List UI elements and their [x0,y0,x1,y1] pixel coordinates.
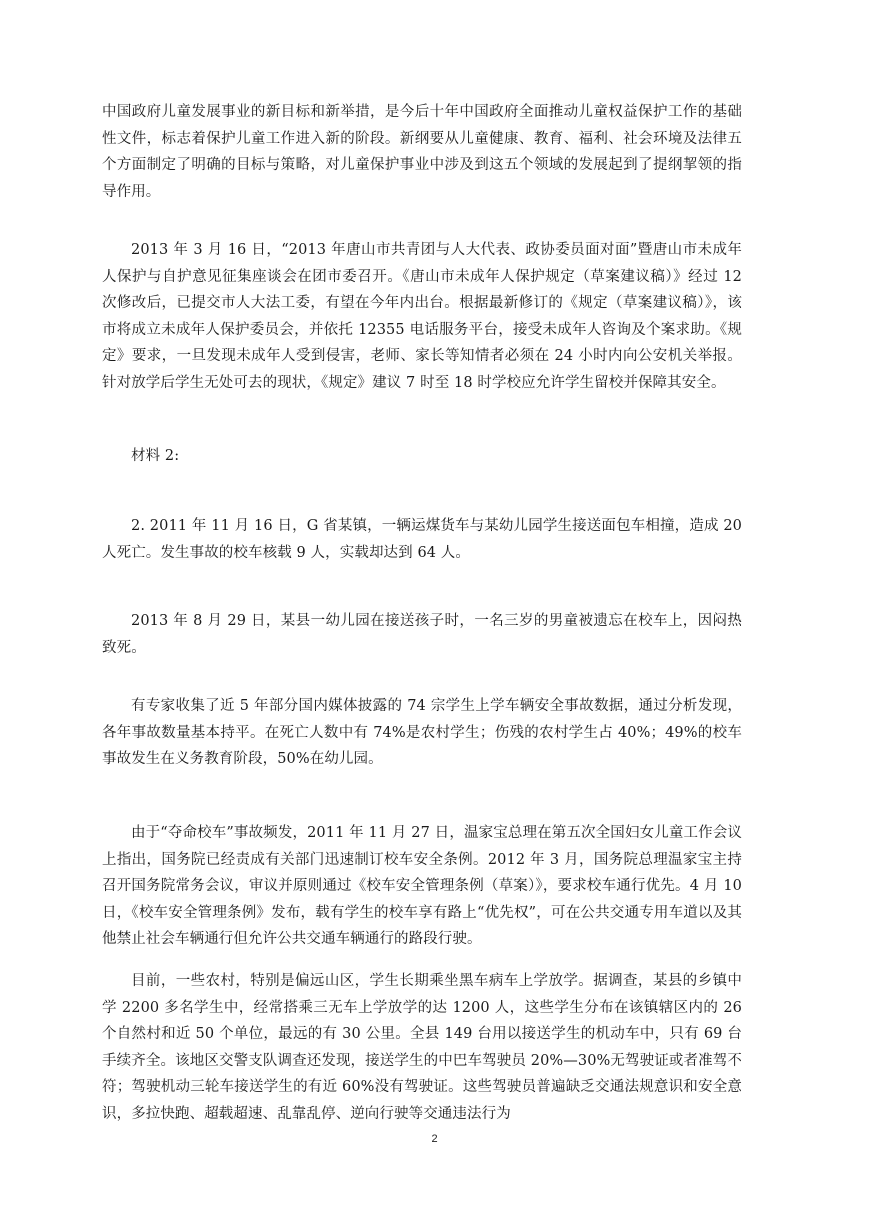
paragraph-accident-statistics: 有专家收集了近 5 年部分国内媒体披露的 74 宗学生上学车辆安全事故数据，通过分析发现，各年事故数量基本持平。在死亡人数中有 74%是农村学生；伤残的农村学生占 40%；49%的校车事故发生在义务教育阶段，50%在幼儿园。 [102,698,742,767]
paragraph-school-bus-accident-2011: 2. 2011 年 11 月 16 日，G 省某镇，一辆运煤货车与某幼儿园学生接送面包车相撞，造成 20 人死亡。发生事故的校车核载 9 人，实载却达到 64 人。 [102,518,742,561]
paragraph-school-bus-regulation: 由于“夺命校车”事故频发，2011 年 11 月 27 日，温家宝总理在第五次全国妇女儿童工作会议上指出，国务院已经责成有关部门迅速制订校车安全条例。2012 年 3 月，国务院总理温家宝主持召开国务院常务会议，审议并原则通过《校车安全管理条例（草案）》，要求校车通行优先。4 月 10 日，《校车安全管理条例》发布，载有学生的校车享有路上“优先权”，可在公共交通专用车道以及其他禁止社会车辆通行但允许公共交通车辆通行的路段行驶。 [102,825,742,947]
paragraph-school-bus-accident-2013: 2013 年 8 月 29 日，某县一幼儿园在接送孩子时，一名三岁的男童被遗忘在校车上，因闷热致死。 [102,613,742,656]
paragraph-rural-transport: 目前，一些农村，特别是偏远山区，学生长期乘坐黑车病车上学放学。据调查，某县的乡镇中学 2200 多名学生中，经常搭乘三无车上学放学的达 1200 人，这些学生分布在该镇辖区内的 26 个自然村和近 50 个单位，最远的有 30 公里。全县 149 台用以接送学生的机动车中，只有 69 台手续齐全。该地区交警支队调查还发现，接送学生的中巴车驾驶员 20%—30%无驾驶证或者准驾不符；驾驶机动三轮车接送学生的有近 60%没有驾驶证。这些驾驶员普遍缺乏交通法规意识和安全意识，多拉快跑、超载超速、乱靠乱停、逆向行驶等交通违法行为 [102,973,742,1122]
paragraph-children-outline: 中国政府儿童发展事业的新目标和新举措，是今后十年中国政府全面推动儿童权益保护工作的基础性文件，标志着保护儿童工作进入新的阶段。新纲要从儿童健康、教育、福利、社会环境及法律五个方面制定了明确的目标与策略，对儿童保护事业中涉及到这五个领域的发展起到了提纲挈领的指导作用。 [102,104,742,200]
page-number: 2 [431,1133,438,1145]
paragraph-tangshan-regulation: 2013 年 3 月 16 日，“2013 年唐山市共青团与人大代表、政协委员面对面”暨唐山市未成年人保护与自护意见征集座谈会在团市委召开。《唐山市未成年人保护规定（草案建议稿）》经过 12 次修改后，已提交市人大法工委，有望在今年内出台。根据最新修订的《规定（草案建议稿）》，该市将成立未成年人保护委员会，并依托 12355 电话服务平台，接受未成年人咨询及个案求助。《规定》要求，一旦发现未成年人受到侵害，老师、家长等知情者必须在 24 小时内向公安机关举报。针对放学后学生无处可去的现状，《规定》建议 7 时至 18 时学校应允许学生留校并保障其安全。 [102,242,742,391]
material-heading: 材料 2: [131,448,180,464]
